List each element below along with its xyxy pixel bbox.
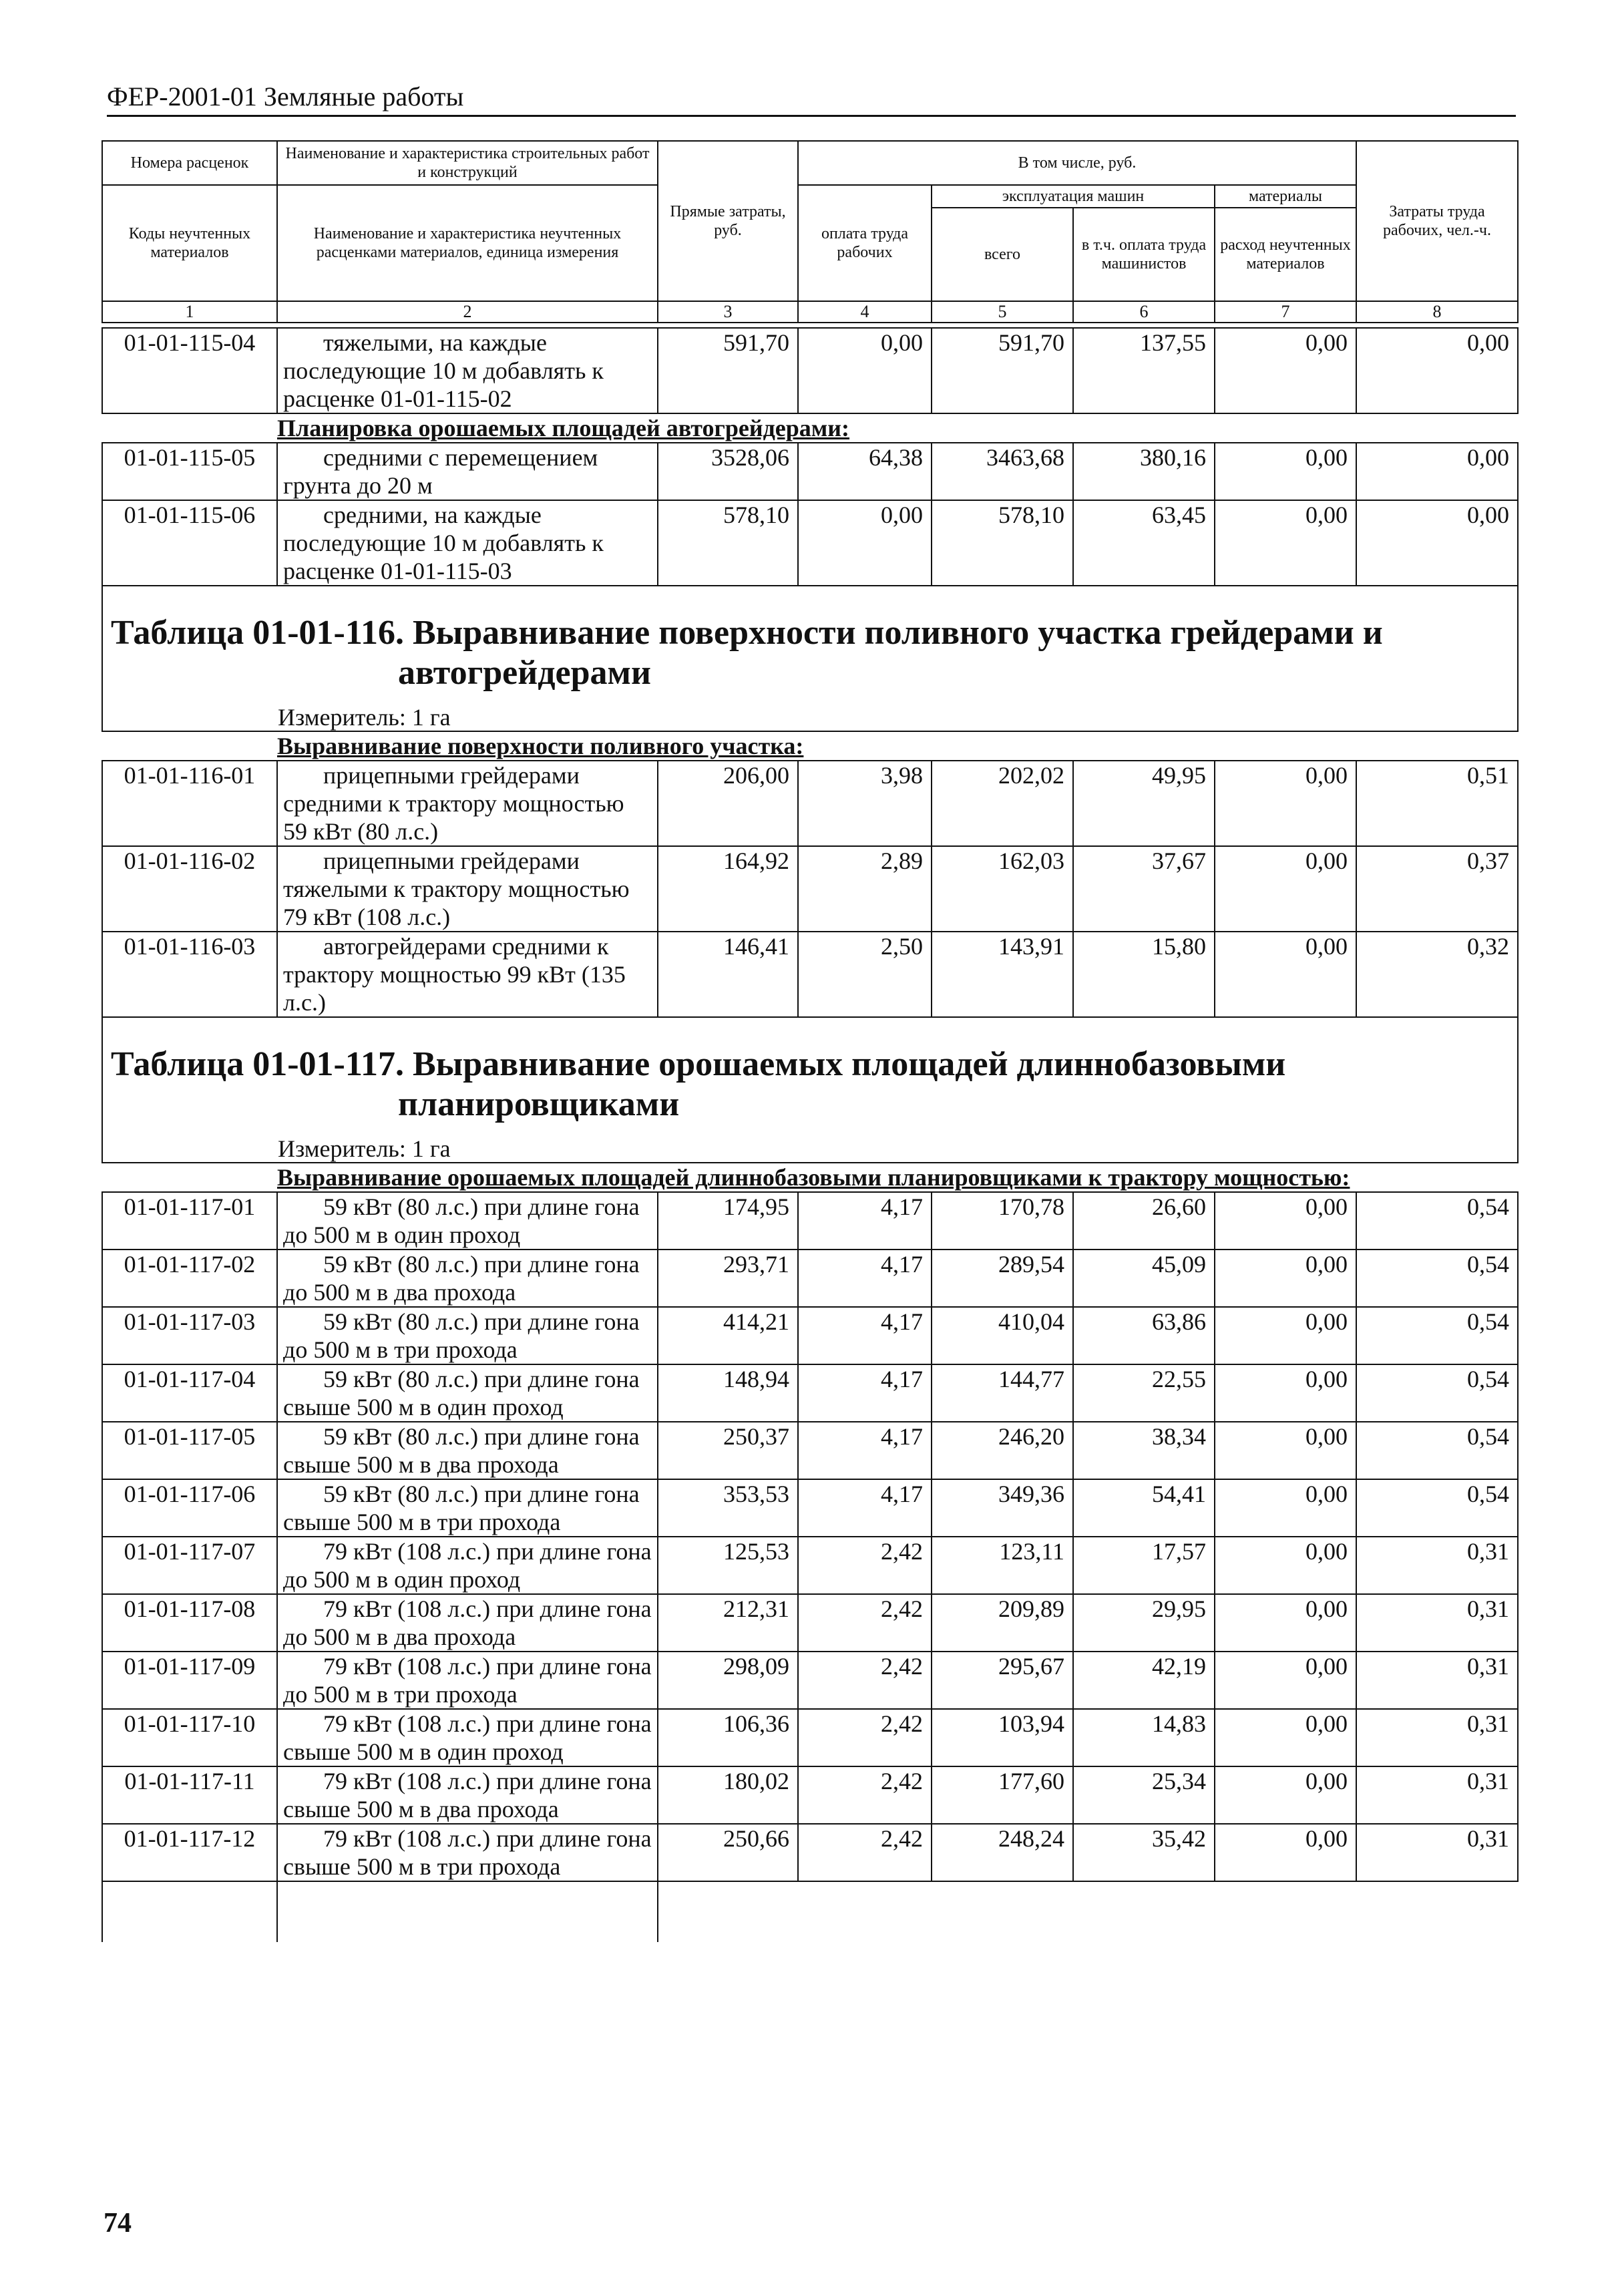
col-number: 2 [277, 301, 658, 323]
table-row [102, 1652, 1518, 1709]
machine-operation-total: 162,03 [932, 846, 1073, 932]
direct-costs: 146,41 [658, 932, 798, 1017]
worker-wages: 64,38 [798, 443, 932, 500]
rate-code: 01-01-115-04 [102, 328, 277, 413]
work-description: прицепными грейдерами тяжелыми к трактору мощностью 79 кВт (108 л.с.) [277, 846, 658, 932]
materials-consumption: 0,00 [1215, 1364, 1356, 1422]
table-title-line2: планировщиками [398, 1085, 680, 1123]
direct-costs: 3528,06 [658, 443, 798, 500]
machine-operation-total: 123,11 [932, 1537, 1073, 1594]
section-row [102, 413, 1518, 443]
direct-costs: 414,21 [658, 1307, 798, 1364]
machinist-wages: 37,67 [1073, 846, 1215, 932]
worker-wages: 0,00 [798, 500, 932, 586]
rate-code: 01-01-115-06 [102, 500, 277, 586]
spacer-cell [1356, 1881, 1518, 1942]
labor-hours: 0,54 [1356, 1479, 1518, 1537]
labor-hours: 0,31 [1356, 1594, 1518, 1652]
col-number: 4 [798, 301, 932, 323]
materials-consumption: 0,00 [1215, 443, 1356, 500]
machine-operation-total: 209,89 [932, 1594, 1073, 1652]
direct-costs: 174,95 [658, 1192, 798, 1250]
rate-code: 01-01-117-08 [102, 1594, 277, 1652]
labor-hours: 0,54 [1356, 1364, 1518, 1422]
machinist-wages: 63,86 [1073, 1307, 1215, 1364]
direct-costs: 106,36 [658, 1709, 798, 1766]
spacer-cell [798, 1881, 932, 1942]
table-row [102, 932, 1518, 1017]
header-col8: Затраты труда рабочих, чел.-ч. [1356, 141, 1518, 301]
worker-wages: 2,42 [798, 1652, 932, 1709]
header-col2-bottom: Наименование и характеристика неучтенных расценками материалов, единица измерения [277, 185, 658, 301]
worker-wages: 2,42 [798, 1594, 932, 1652]
direct-costs: 180,02 [658, 1766, 798, 1824]
machinist-wages: 38,34 [1073, 1422, 1215, 1479]
labor-hours: 0,51 [1356, 761, 1518, 846]
machine-operation-total: 578,10 [932, 500, 1073, 586]
rate-code: 01-01-117-12 [102, 1824, 277, 1881]
work-description: 79 кВт (108 л.с.) при длине гона до 500 м в один проход [277, 1537, 658, 1594]
work-description: автогрейдерами средними к трактору мощностью 99 кВт (135 л.с.) [277, 932, 658, 1017]
page-number: 74 [104, 2208, 132, 2239]
machinist-wages: 49,95 [1073, 761, 1215, 846]
materials-consumption: 0,00 [1215, 1766, 1356, 1824]
materials-consumption: 0,00 [1215, 1422, 1356, 1479]
table-row [102, 443, 1518, 500]
machine-operation-total: 289,54 [932, 1250, 1073, 1307]
machinist-wages: 15,80 [1073, 932, 1215, 1017]
direct-costs: 212,31 [658, 1594, 798, 1652]
machinist-wages: 22,55 [1073, 1364, 1215, 1422]
work-description: 59 кВт (80 л.с.) при длине гона до 500 м в три прохода [277, 1307, 658, 1364]
spacer-cell [1215, 1881, 1356, 1942]
worker-wages: 2,89 [798, 846, 932, 932]
materials-consumption: 0,00 [1215, 1479, 1356, 1537]
table-row [102, 1307, 1518, 1364]
direct-costs: 353,53 [658, 1479, 798, 1537]
measure-label: Измеритель: 1 га [102, 693, 1518, 731]
direct-costs: 148,94 [658, 1364, 798, 1422]
machine-operation-total: 103,94 [932, 1709, 1073, 1766]
machine-operation-total: 170,78 [932, 1192, 1073, 1250]
machine-operation-total: 202,02 [932, 761, 1073, 846]
worker-wages: 4,17 [798, 1479, 932, 1537]
work-description: средними, на каждые последующие 10 м добавлять к расценке 01-01-115-03 [277, 500, 658, 586]
header-group-materials: материалы [1215, 185, 1356, 208]
header-col4: оплата труда рабочих [798, 185, 932, 301]
machine-operation-total: 248,24 [932, 1824, 1073, 1881]
work-description: 79 кВт (108 л.с.) при длине гона свыше 500 м в три прохода [277, 1824, 658, 1881]
direct-costs: 164,92 [658, 846, 798, 932]
spacer-cell [932, 1881, 1073, 1942]
materials-consumption: 0,00 [1215, 761, 1356, 846]
col-number: 3 [658, 301, 798, 323]
materials-consumption: 0,00 [1215, 932, 1356, 1017]
worker-wages: 4,17 [798, 1250, 932, 1307]
machine-operation-total: 295,67 [932, 1652, 1073, 1709]
col-number: 6 [1073, 301, 1215, 323]
labor-hours: 0,54 [1356, 1250, 1518, 1307]
labor-hours: 0,00 [1356, 443, 1518, 500]
header-group-in-total: В том числе, руб. [798, 141, 1356, 185]
materials-consumption: 0,00 [1215, 1307, 1356, 1364]
rate-code: 01-01-117-02 [102, 1250, 277, 1307]
machinist-wages: 25,34 [1073, 1766, 1215, 1824]
materials-consumption: 0,00 [1215, 1537, 1356, 1594]
spacer-cell [277, 1881, 658, 1942]
table-title-line1: Таблица 01-01-116. Выравнивание поверхности поливного участка грейдерами и [111, 614, 1383, 652]
machinist-wages: 63,45 [1073, 500, 1215, 586]
header-col3: Прямые затраты, руб. [658, 141, 798, 301]
machine-operation-total: 3463,68 [932, 443, 1073, 500]
machinist-wages: 137,55 [1073, 328, 1215, 413]
direct-costs: 250,37 [658, 1422, 798, 1479]
materials-consumption: 0,00 [1215, 500, 1356, 586]
worker-wages: 4,17 [798, 1422, 932, 1479]
materials-consumption: 0,00 [1215, 1192, 1356, 1250]
machinist-wages: 380,16 [1073, 443, 1215, 500]
work-description: 59 кВт (80 л.с.) при длине гона до 500 м в один проход [277, 1192, 658, 1250]
worker-wages: 4,17 [798, 1192, 932, 1250]
spacer-cell [102, 1881, 277, 1942]
machine-operation-total: 144,77 [932, 1364, 1073, 1422]
machine-operation-total: 177,60 [932, 1766, 1073, 1824]
rate-code: 01-01-117-05 [102, 1422, 277, 1479]
materials-consumption: 0,00 [1215, 1824, 1356, 1881]
work-description: 59 кВт (80 л.с.) при длине гона свыше 500 м в три прохода [277, 1479, 658, 1537]
machinist-wages: 17,57 [1073, 1537, 1215, 1594]
worker-wages: 2,42 [798, 1537, 932, 1594]
machinist-wages: 54,41 [1073, 1479, 1215, 1537]
table-title-117 [102, 1017, 1518, 1125]
table-row [102, 1709, 1518, 1766]
header-col5: всего [932, 208, 1073, 301]
rate-code: 01-01-116-02 [102, 846, 277, 932]
table-row [102, 1766, 1518, 1824]
table-row [102, 1537, 1518, 1594]
table-row [102, 1422, 1518, 1479]
work-description: 79 кВт (108 л.с.) при длине гона свыше 500 м в два прохода [277, 1766, 658, 1824]
table-row [102, 761, 1518, 846]
labor-hours: 0,00 [1356, 328, 1518, 413]
materials-consumption: 0,00 [1215, 1250, 1356, 1307]
rates-table [102, 327, 1519, 1942]
header-col7: расход неучтенных материалов [1215, 208, 1356, 301]
table-row [102, 846, 1518, 932]
worker-wages: 0,00 [798, 328, 932, 413]
materials-consumption: 0,00 [1215, 846, 1356, 932]
spacer-row [102, 1881, 1518, 1942]
labor-hours: 0,32 [1356, 932, 1518, 1017]
header-col6: в т.ч. оплата труда машинистов [1073, 208, 1215, 301]
labor-hours: 0,54 [1356, 1307, 1518, 1364]
measure-label: Измеритель: 1 га [102, 1125, 1518, 1163]
direct-costs: 578,10 [658, 500, 798, 586]
column-header-table [102, 140, 1519, 323]
rate-code: 01-01-117-04 [102, 1364, 277, 1422]
rate-code: 01-01-117-01 [102, 1192, 277, 1250]
table-title-line1: Таблица 01-01-117. Выравнивание орошаемых площадей длиннобазовыми [111, 1045, 1286, 1083]
work-description: средними с перемещением грунта до 20 м [277, 443, 658, 500]
direct-costs: 250,66 [658, 1824, 798, 1881]
table-row [102, 328, 1518, 413]
worker-wages: 4,17 [798, 1307, 932, 1364]
table-row [102, 1824, 1518, 1881]
rate-code: 01-01-117-11 [102, 1766, 277, 1824]
rate-code: 01-01-117-10 [102, 1709, 277, 1766]
labor-hours: 0,31 [1356, 1652, 1518, 1709]
table-row [102, 1364, 1518, 1422]
table-row [102, 500, 1518, 586]
table-row [102, 1594, 1518, 1652]
machinist-wages: 42,19 [1073, 1652, 1215, 1709]
table-row [102, 1250, 1518, 1307]
worker-wages: 3,98 [798, 761, 932, 846]
direct-costs: 206,00 [658, 761, 798, 846]
labor-hours: 0,37 [1356, 846, 1518, 932]
machinist-wages: 26,60 [1073, 1192, 1215, 1250]
header-col1-bottom: Коды неучтенных материалов [102, 185, 277, 301]
worker-wages: 2,42 [798, 1766, 932, 1824]
col-number: 8 [1356, 301, 1518, 323]
labor-hours: 0,31 [1356, 1709, 1518, 1766]
worker-wages: 2,42 [798, 1709, 932, 1766]
rate-code: 01-01-117-09 [102, 1652, 277, 1709]
worker-wages: 2,42 [798, 1824, 932, 1881]
direct-costs: 293,71 [658, 1250, 798, 1307]
spacer-cell [658, 1881, 798, 1942]
rate-code: 01-01-117-07 [102, 1537, 277, 1594]
materials-consumption: 0,00 [1215, 328, 1356, 413]
machinist-wages: 29,95 [1073, 1594, 1215, 1652]
direct-costs: 125,53 [658, 1537, 798, 1594]
labor-hours: 0,00 [1356, 500, 1518, 586]
materials-consumption: 0,00 [1215, 1709, 1356, 1766]
machine-operation-total: 246,20 [932, 1422, 1073, 1479]
rate-code: 01-01-116-01 [102, 761, 277, 846]
header-group-machines: эксплуатация машин [932, 185, 1215, 208]
page-header: ФЕР-2001-01 Земляные работы [107, 80, 1516, 117]
work-description: 79 кВт (108 л.с.) при длине гона свыше 500 м в один проход [277, 1709, 658, 1766]
rate-code: 01-01-115-05 [102, 443, 277, 500]
work-description: 79 кВт (108 л.с.) при длине гона до 500 м в три прохода [277, 1652, 658, 1709]
section-title: Планировка орошаемых площадей автогрейдерами: [102, 413, 1518, 443]
section-title: Выравнивание орошаемых площадей длиннобазовыми планировщиками к трактору мощностью: [102, 1163, 1518, 1192]
labor-hours: 0,31 [1356, 1766, 1518, 1824]
rate-code: 01-01-117-03 [102, 1307, 277, 1364]
work-description: прицепными грейдерами средними к трактору мощностью 59 кВт (80 л.с.) [277, 761, 658, 846]
work-description: 59 кВт (80 л.с.) при длине гона до 500 м в два прохода [277, 1250, 658, 1307]
header-col1-top: Номера расценок [102, 141, 277, 185]
labor-hours: 0,54 [1356, 1192, 1518, 1250]
worker-wages: 2,50 [798, 932, 932, 1017]
table-row [102, 1479, 1518, 1537]
section-title: Выравнивание поверхности поливного участка: [102, 731, 1518, 761]
col-number: 7 [1215, 301, 1356, 323]
machinist-wages: 45,09 [1073, 1250, 1215, 1307]
machine-operation-total: 410,04 [932, 1307, 1073, 1364]
machine-operation-total: 591,70 [932, 328, 1073, 413]
direct-costs: 298,09 [658, 1652, 798, 1709]
machine-operation-total: 349,36 [932, 1479, 1073, 1537]
table-title-116 [102, 586, 1518, 693]
col-number: 1 [102, 301, 277, 323]
worker-wages: 4,17 [798, 1364, 932, 1422]
col-number: 5 [932, 301, 1073, 323]
work-description: 59 кВт (80 л.с.) при длине гона свыше 500 м в два прохода [277, 1422, 658, 1479]
machine-operation-total: 143,91 [932, 932, 1073, 1017]
rate-code: 01-01-116-03 [102, 932, 277, 1017]
labor-hours: 0,54 [1356, 1422, 1518, 1479]
rate-code: 01-01-117-06 [102, 1479, 277, 1537]
table-row [102, 1192, 1518, 1250]
spacer-cell [1073, 1881, 1215, 1942]
table-title-line2: автогрейдерами [398, 654, 651, 692]
materials-consumption: 0,00 [1215, 1594, 1356, 1652]
work-description: тяжелыми, на каждые последующие 10 м добавлять к расценке 01-01-115-02 [277, 328, 658, 413]
header-col2-top: Наименование и характеристика строительных работ и конструкций [277, 141, 658, 185]
work-description: 59 кВт (80 л.с.) при длине гона свыше 500 м в один проход [277, 1364, 658, 1422]
machinist-wages: 14,83 [1073, 1709, 1215, 1766]
direct-costs: 591,70 [658, 328, 798, 413]
labor-hours: 0,31 [1356, 1537, 1518, 1594]
machinist-wages: 35,42 [1073, 1824, 1215, 1881]
work-description: 79 кВт (108 л.с.) при длине гона до 500 м в два прохода [277, 1594, 658, 1652]
labor-hours: 0,31 [1356, 1824, 1518, 1881]
materials-consumption: 0,00 [1215, 1652, 1356, 1709]
